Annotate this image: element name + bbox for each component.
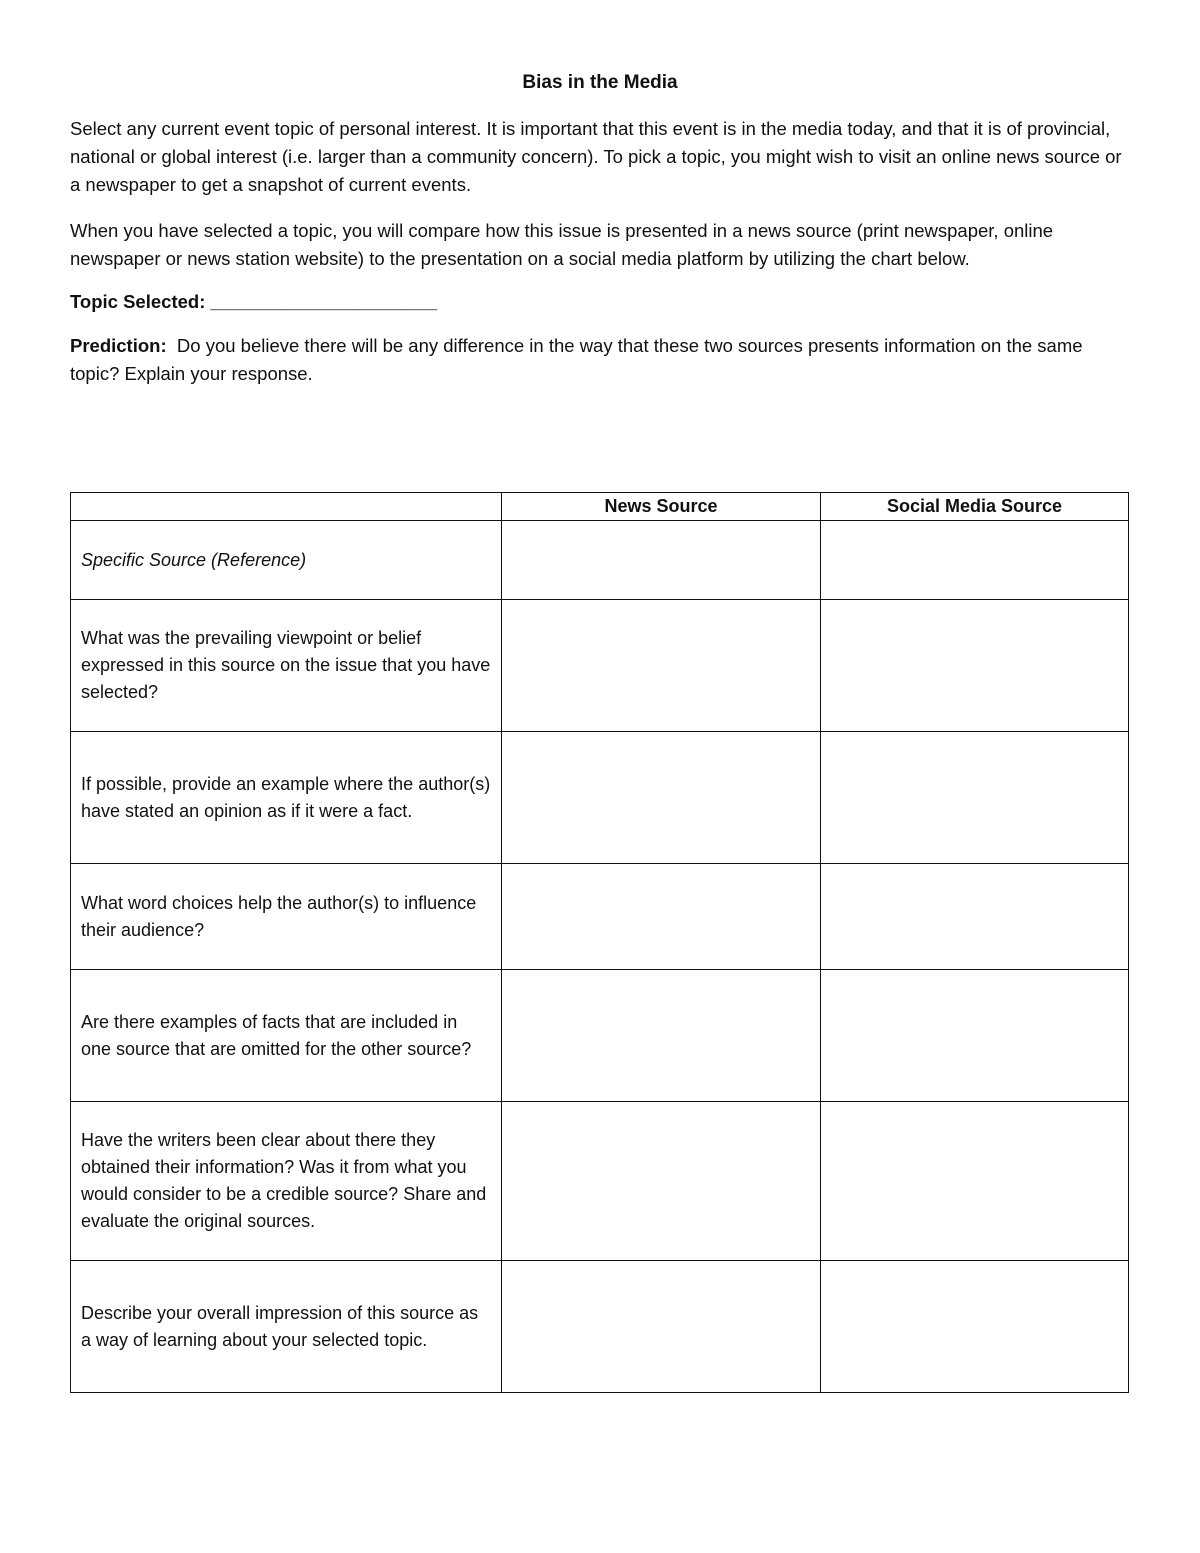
table-row bbox=[71, 1261, 1129, 1393]
intro-paragraph: Select any current event topic of personal interest. It is important that this event is in the media today, and that it is of provincial, national or global interest (i.e. larger than a community concern). To pick a topic, you might wish to visit an online news source or a newspaper to get a snapshot of current events. bbox=[70, 118, 1122, 195]
table-row bbox=[71, 600, 1129, 732]
question-cell: Have the writers been clear about there they obtained their information? Was it from what you would consider to be a credible source? Share and evaluate the original sources. bbox=[71, 1102, 502, 1261]
social-media-answer-cell[interactable] bbox=[821, 970, 1129, 1102]
table-header-row bbox=[71, 493, 1129, 521]
news-source-answer-cell[interactable] bbox=[502, 521, 821, 600]
social-media-answer-cell[interactable] bbox=[821, 600, 1129, 732]
question-cell: Are there examples of facts that are included in one source that are omitted for the other source? bbox=[71, 970, 502, 1102]
page-title: Bias in the Media bbox=[522, 72, 678, 93]
header-cell-question bbox=[71, 493, 502, 521]
table-row bbox=[71, 970, 1129, 1102]
question-cell: What was the prevailing viewpoint or belief expressed in this source on the issue that you have selected? bbox=[71, 600, 502, 732]
news-source-answer-cell[interactable] bbox=[502, 1261, 821, 1393]
topic-line bbox=[70, 288, 1135, 316]
question-cell: Describe your overall impression of this source as a way of learning about your selected topic. bbox=[71, 1261, 502, 1393]
instructions-paragraph: When you have selected a topic, you will compare how this issue is presented in a news source (print newspaper, online newspaper or news station website) to the presentation on a social media platform by utilizing the chart below. bbox=[70, 220, 1054, 269]
header-cell-news-source: News Source bbox=[502, 493, 821, 521]
news-source-answer-cell[interactable] bbox=[502, 600, 821, 732]
topic-blank[interactable]: ______________________ bbox=[210, 291, 437, 312]
news-source-answer-cell[interactable] bbox=[502, 732, 821, 864]
header-cell-social-media-source: Social Media Source bbox=[821, 493, 1129, 521]
comparison-table bbox=[70, 492, 1129, 1393]
prediction-label: Prediction: bbox=[70, 335, 167, 356]
table-row bbox=[71, 732, 1129, 864]
question-cell: Specific Source (Reference) bbox=[71, 521, 502, 600]
social-media-answer-cell[interactable] bbox=[821, 1102, 1129, 1261]
question-cell: If possible, provide an example where the author(s) have stated an opinion as if it were a fact. bbox=[71, 732, 502, 864]
table-row bbox=[71, 864, 1129, 970]
news-source-answer-cell[interactable] bbox=[502, 970, 821, 1102]
prediction-paragraph bbox=[70, 332, 1135, 388]
news-source-answer-cell[interactable] bbox=[502, 1102, 821, 1261]
social-media-answer-cell[interactable] bbox=[821, 864, 1129, 970]
table-row bbox=[71, 1102, 1129, 1261]
table-row bbox=[71, 521, 1129, 600]
news-source-answer-cell[interactable] bbox=[502, 864, 821, 970]
social-media-answer-cell[interactable] bbox=[821, 521, 1129, 600]
social-media-answer-cell[interactable] bbox=[821, 732, 1129, 864]
question-cell: What word choices help the author(s) to influence their audience? bbox=[71, 864, 502, 970]
prediction-text: Do you believe there will be any difference in the way that these two sources presents information on the same topic? Explain your response. bbox=[70, 335, 1083, 384]
topic-label: Topic Selected: bbox=[70, 291, 206, 312]
social-media-answer-cell[interactable] bbox=[821, 1261, 1129, 1393]
